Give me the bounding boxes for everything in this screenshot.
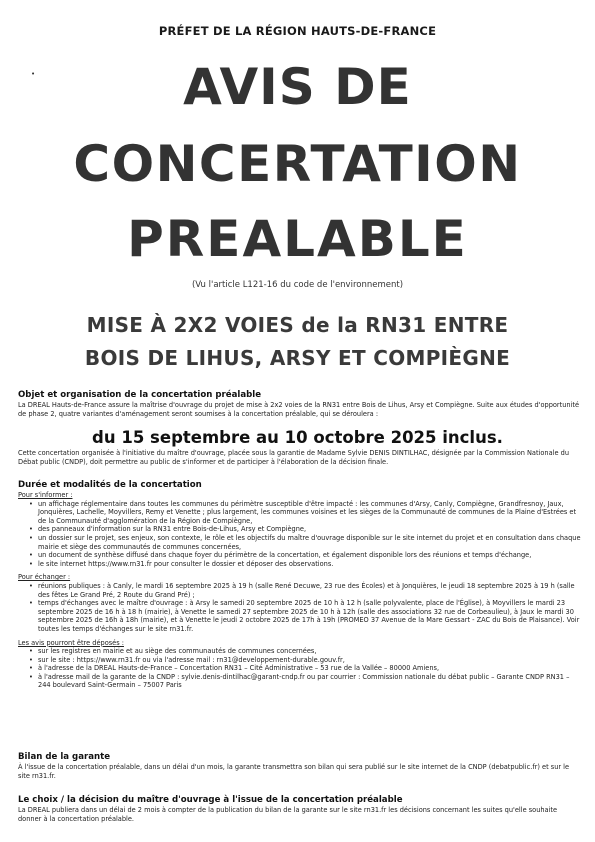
subtitle-line-2: BOIS DE LIHUS, ARSY ET COMPIÈGNE <box>84 346 511 370</box>
choix-section <box>18 795 581 823</box>
list-item: • des panneaux d'information sur la RN31 entre Bois-de-Lihus, Arsy et Compiègne, <box>24 525 581 534</box>
bilan-heading: Bilan de la garante <box>18 752 111 762</box>
legal-reference: (Vu l'article L121-16 du code de l'environnement) <box>191 280 404 290</box>
choix-heading: Le choix / la décision du maître d'ouvrage à l'issue de la concertation préalable <box>18 795 403 805</box>
informer-label: Pour s'informer : <box>18 491 73 499</box>
list-item: • le site internet https://www.rn31.fr pour consulter le dossier et déposer des observations. <box>24 560 581 569</box>
avis-label: Les avis pourront être déposés : <box>18 638 124 647</box>
title-line-1: AVIS DE <box>183 58 412 116</box>
choix-text: La DREAL publiera dans un délai de 2 mois à compter de la publication du bilan de la garante sur le site rn31.fr les décisions concernant les suites qu'elle souhaite donner à la concertation préalable. <box>18 806 558 823</box>
title-line-2: CONCERTATION <box>73 135 522 193</box>
list-item: • temps d'échanges avec le maître d'ouvrage : à Arsy le samedi 20 septembre 2025 de 10 h à 12 h (salle polyvalente, place de l'Église), à Moyvillers le mardi 23 septembre 2025 de 16 h à 18 h (mairie), à Venette le samedi 27 septembre 2025 de 10 h à 12h (salle des associations 32 rue de Corbeaulieu), à Jaux le mardi 30 septembre 2025 de 16h à 18h (mairie), et à Venette le jeudi 2 octobre 2025 de 17h à 19h (PROMEO 37 Avenue de la Mare Gessart - ZAC du Bois de Plaisance). Voir toutes les temps d'échanges sur le site rn31.fr. <box>24 599 581 633</box>
list-item: • sur les registres en mairie et au siège des communautés de communes concernées, <box>24 647 581 656</box>
list-item: • un dossier sur le projet, ses enjeux, son contexte, le rôle et les objectifs du maître d'ouvrage disponible sur le site internet du projet et en consultation dans chaque mairie et siège des communautés de communes concernées, <box>24 534 581 551</box>
bilan-section <box>18 752 581 780</box>
objet-text: La DREAL Hauts-de-France assure la maîtrise d'ouvrage du projet de mise à 2x2 voies de la RN31 entre Bois de Lihus, Arsy et Compiègne. Suite aux études d'opportunité de phase 2, quatre variantes d'aménagement seront soumises à la concertation préalable, qui se déroulera : <box>18 401 580 418</box>
avis-list <box>24 647 581 690</box>
duree-heading: Durée et modalités de la concertation <box>18 480 202 490</box>
objet-text-2: Cette concertation organisée à l'initiative du maître d'ouvrage, placée sous la garantie de Madame Sylvie DENIS DINTILHAC, désignée par la Commission Nationale du Débat public (CNDP), doit permettre au public de s'informer et de participer à l'élaboration de la décision finale. <box>18 449 569 466</box>
echanger-label: Pour échanger : <box>18 573 71 582</box>
informer-list <box>24 500 581 569</box>
objet-heading: Objet et organisation de la concertation préalable <box>18 390 262 400</box>
subtitle-line-1: MISE À 2X2 VOIES de la RN31 ENTRE <box>86 313 509 337</box>
bilan-text: À l'issue de la concertation préalable, dans un délai d'un mois, la garante transmettra son bilan qui sera publié sur le site internet de la CNDP (debatpublic.fr) et sur le site rn31.fr. <box>18 763 570 780</box>
list-item: • un document de synthèse diffusé dans chaque foyer du périmètre de la concertation, et également disponible lors des réunions et temps d'échange, <box>24 551 581 560</box>
list-item: • réunions publiques : à Canly, le mardi 16 septembre 2025 à 19 h (salle René Decuwe, 23 rue des Écoles) et à Jonquières, le jeudi 18 septembre 2025 à 19 h (salle des fêtes Le Grand Pré, 2 Route du Grand Pré) ; <box>24 582 581 599</box>
concertation-dates: du 15 septembre au 10 octobre 2025 inclus. <box>92 428 503 447</box>
title-line-3: PREALABLE <box>127 210 468 268</box>
list-item: • à l'adresse de la DREAL Hauts-de-France – Concertation RN31 – Cité Administrative – 53 rue de la Vallée – 80000 Amiens, <box>24 664 581 673</box>
prefet-header: PRÉFET DE LA RÉGION HAUTS-DE-FRANCE <box>158 24 437 38</box>
list-item: • un affichage réglementaire dans toutes les communes du périmètre susceptible d'être impacté : les communes d'Arsy, Canly, Compiègne, Grandfresnoy, Jaux, Jonquières, Lachelle, Moyvillers, Remy et Venette ; plus largement, les communes voisines et les sièges de la Communauté de communes de la Plaine d'Estrées et de la Communauté d'agglomération de la Région de Compiègne, <box>24 500 581 526</box>
scan-mark: • <box>31 70 36 78</box>
duree-section <box>18 480 581 690</box>
echanger-list <box>24 582 581 634</box>
list-item: • sur le site : https://www.rn31.fr ou via l'adresse mail : rn31@developpement-durable.gouv.fr, <box>24 656 581 665</box>
objet-section <box>18 390 581 418</box>
list-item: • à l'adresse mail de la garante de la CNDP : sylvie.denis-dintilhac@garant-cndp.fr ou par courrier : Commission nationale du débat public – Garante CNDP RN31 – 244 boulevard Saint-Germain – 75007 Paris <box>24 673 581 690</box>
objet-section-2 <box>18 449 581 466</box>
